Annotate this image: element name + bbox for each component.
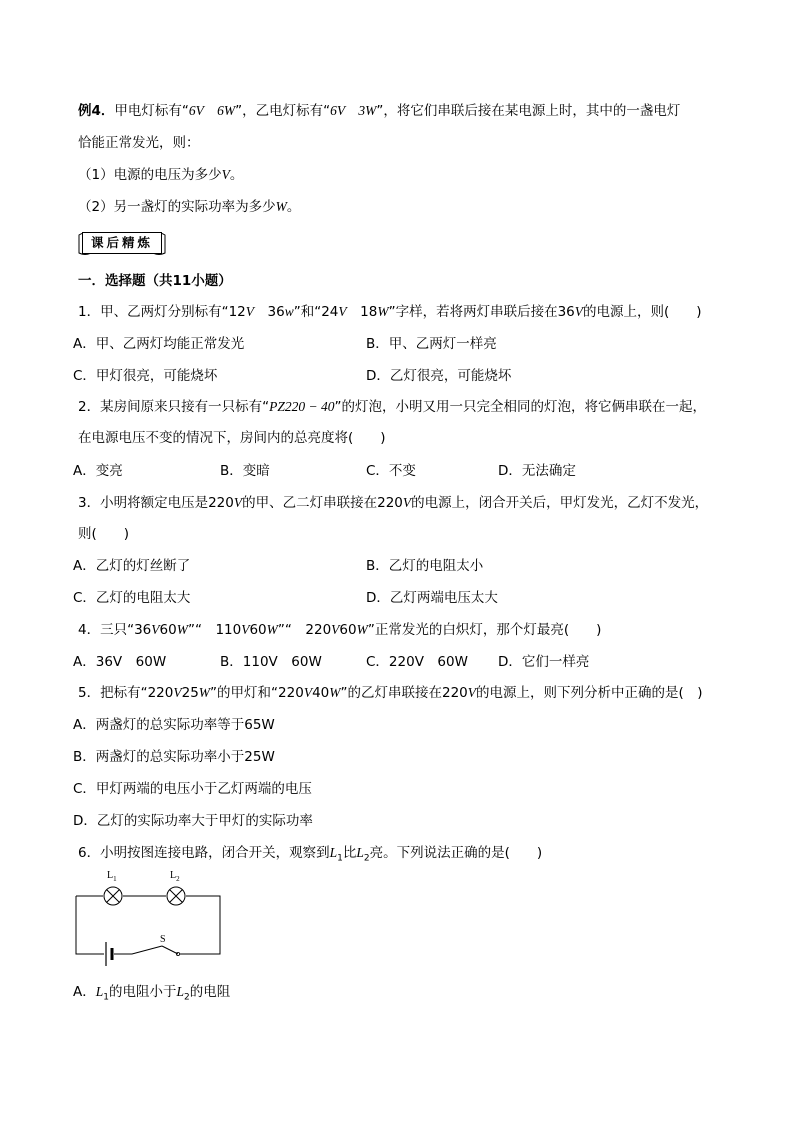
question-4-stem: 4．三只“36V60W”“ 110V60W”“ 220V60W”正常发光的白炽灯，那个灯最亮( ) [78,622,602,638]
section-banner [77,229,167,257]
lamp-l2-icon [167,887,185,905]
question-2-option-c[interactable]: C．不变 [366,463,416,479]
question-5-option-c[interactable]: C．甲灯两端的电压小于乙灯两端的电压 [73,781,312,797]
question-1-stem: 1．甲、乙两灯分别标有“12V 36w”和“24V 18W”字样，若将两灯串联后接在36V的电源上，则( ) [78,304,702,320]
question-2-stem-line-2: 在电源电压不变的情况下，房间内的总亮度将( ) [78,430,386,446]
question-3-option-c[interactable]: C．乙灯的电阻太大 [73,590,191,606]
question-5-option-b[interactable]: B．两盏灯的总实际功率小于25W [73,749,275,765]
question-5-stem: 5．把标有“220V25W”的甲灯和“220V40W”的乙灯串联接在220V的电源上，则下列分析中正确的是( ) [78,685,703,701]
question-1-option-b[interactable]: B．甲、乙两灯一样亮 [366,336,497,352]
question-2-stem: 2．某房间原来只接有一只标有“PZ220 − 40”的灯泡，小明又用一只完全相同的灯泡，将它俩串联在一起， [78,399,706,415]
question-4-option-d[interactable]: D．它们一样亮 [498,654,590,670]
question-6-option-a[interactable]: A．$L_1$的电阻小于$L_2$的电阻 [73,984,231,1003]
question-2-option-b[interactable]: B．变暗 [220,463,270,479]
question-3-option-b[interactable]: B．乙灯的电阻太小 [366,558,484,574]
switch-blade-icon [162,946,178,954]
section-title: 一．选择题（共11小题） [78,273,232,289]
question-3-option-d[interactable]: D．乙灯两端电压太大 [366,590,498,606]
example-line-2: 恰能正常发光，则： [78,135,200,151]
question-4-option-b[interactable]: B．110V 60W [220,654,322,670]
question-2-option-a[interactable]: A．变亮 [73,463,123,479]
circuit-diagram [70,866,230,972]
battery-icon [106,942,112,966]
example-question-1: （1）电源的电压为多少V。 [78,167,244,183]
question-5-option-d[interactable]: D．乙灯的实际功率大于甲灯的实际功率 [73,813,313,829]
question-5-option-a[interactable]: A．两盏灯的总实际功率等于65W [73,717,275,733]
lamp-l1-label: $L_1$ [107,870,117,883]
question-2-option-d[interactable]: D．无法确定 [498,463,576,479]
example-question-2: （2）另一盏灯的实际功率为多少W。 [78,199,301,215]
question-6-stem: 6．小明按图连接电路，闭合开关，观察到$L_1$比$L_2$亮。下列说法正确的是( ) [78,845,543,864]
switch-label: S [160,934,166,945]
question-1-option-a[interactable]: A．甲、乙两灯均能正常发光 [73,336,245,352]
question-3-option-a[interactable]: A．乙灯的灯丝断了 [73,558,191,574]
question-4-option-c[interactable]: C．220V 60W [366,654,468,670]
lamp-l1-icon [104,887,122,905]
lamp-l2-label: $L_2$ [170,870,180,883]
question-1-option-d[interactable]: D．乙灯很亮，可能烧坏 [366,368,512,384]
question-3-stem-line-2: 则( ) [78,526,130,542]
example-line-1: 例4．甲电灯标有“6V 6W”，乙电灯标有“6V 3W”，将它们串联后接在某电源上时，其中的一盏电灯 [78,103,681,119]
example-label: 例4． [78,103,115,119]
question-4-option-a[interactable]: A．36V 60W [73,654,167,670]
question-3-stem: 3．小明将额定电压是220V的甲、乙二灯串联接在220V的电源上，闭合开关后，甲灯发光，乙灯不发光， [78,495,709,511]
question-1-option-c[interactable]: C．甲灯很亮，可能烧坏 [73,368,218,384]
banner-label: 课后精炼 [82,232,162,254]
